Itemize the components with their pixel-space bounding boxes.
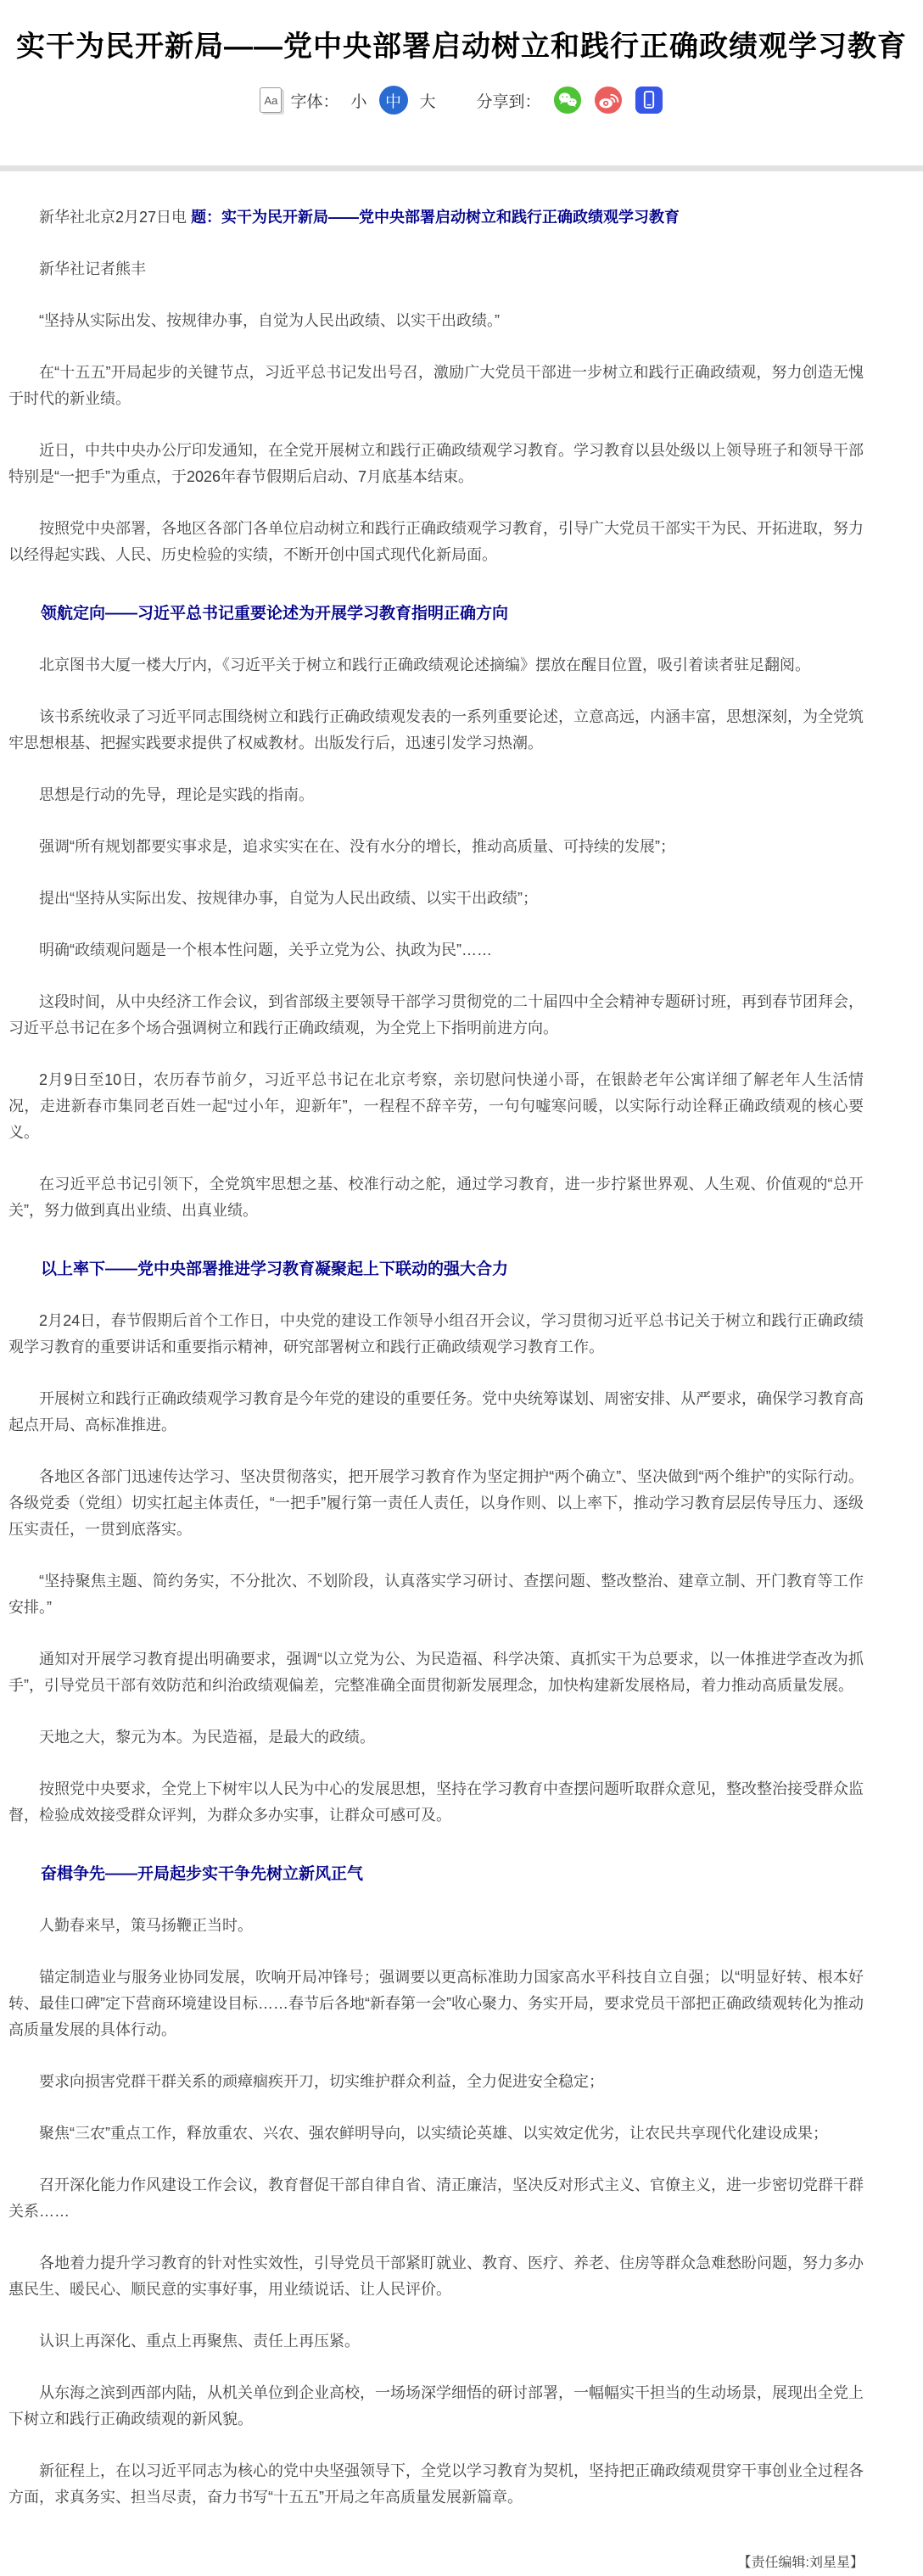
paragraph: 2月9日至10日，农历春节前夕，习近平总书记在北京考察，亲切慰问快递小哥，在银龄老年公寓详细了解老年人生活情况，走进新春市集同老百姓一起“过小年，迎新年”，一程程不辞辛劳，一句句嘘寒问暖，以实际行动诠释正确政绩观的核心要义。 — [8, 1071, 864, 1142]
paragraph: 通知对开展学习教育提出明确要求，强调“以立党为公、为民造福、科学决策、真抓实干为总要求，以一体推进学查改为抓手”，引导党员干部有效防范和纠治政绩观偏差，完整准确全面贯彻新发展理念，加快构建新发展格局，着力推动高质量发展。 — [8, 1651, 864, 1695]
paragraph: 新征程上，在以习近平同志为核心的党中央坚强领导下，全党以学习教育为契机，坚持把正确政绩观贯穿干事创业全过程各方面，求真务实、担当尽责，奋力书写“十五五”开局之年高质量发展新篇章。 — [8, 2462, 864, 2506]
mobile-share-icon[interactable] — [635, 86, 663, 115]
paragraph-list — [8, 308, 864, 2511]
paragraph: 在习近平总书记引领下，全党筑牢思想之基、校准行动之舵，通过学习教育，进一步拧紧世界观、人生观、价值观的“总开关”，努力做到真出业绩、出真业绩。 — [8, 1176, 864, 1220]
dateline: 新华社北京2月27日电 — [39, 209, 187, 226]
section-heading: 奋楫争先——开局起步实干争先树立新风正气 — [41, 1865, 364, 1884]
section-heading: 领航定向——习近平总书记重要论述为开展学习教育指明正确方向 — [41, 605, 509, 623]
paragraph: 召开深化能力作风建设工作会议，教育督促干部自律自省、清正廉洁，坚决反对形式主义、官僚主义，进一步密切党群干群关系…… — [8, 2176, 864, 2221]
paragraph: 天地之大，黎元为本。为民造福，是最大的政绩。 — [39, 1729, 375, 1746]
paragraph: 按照党中央要求，全党上下树牢以人民为中心的发展思想，坚持在学习教育中查摆问题听取群众意见，整改整治接受群众监督，检验成效接受群众评判，为群众多办实事，让群众可感可及。 — [8, 1780, 864, 1824]
paragraph: 思想是行动的先导，理论是实践的指南。 — [39, 786, 314, 804]
page-title: 实干为民开新局——党中央部署启动树立和践行正确政绩观学习教育 — [16, 30, 907, 63]
paragraph: 聚焦“三农”重点工作，释放重农、兴农、强农鲜明导向，以实绩论英雄、以实效定优劣，让农民共享现代化建设成果； — [39, 2125, 828, 2143]
article-toolbar — [0, 83, 923, 117]
section-heading: 以上率下——党中央部署推进学习教育凝聚起上下联动的强大合力 — [41, 1260, 509, 1279]
dateline-paragraph — [8, 204, 864, 231]
font-size-small-button[interactable]: 小 — [350, 92, 367, 111]
paragraph: “坚持从实际出发、按规律办事，自觉为人民出政绩、以实干出政绩。” — [39, 312, 500, 330]
paragraph: 在“十五五”开局起步的关键节点，习近平总书记发出号召，激励广大党员干部进一步树立和践行正确政绩观，努力创造无愧于时代的新业绩。 — [8, 364, 864, 408]
paragraph: 按照党中央部署，各地区各部门各单位启动树立和践行正确政绩观学习教育，引导广大党员干部实干为民、开拓进取，努力以经得起实践、人民、历史检验的实绩，不断开创中国式现代化新局面。 — [8, 520, 864, 564]
article-page — [0, 20, 923, 2571]
editor-credit: 【责任编辑:刘星星】 — [737, 2556, 864, 2571]
paragraph: 提出“坚持从实际出发、按规律办事，自觉为人民出政绩、以实干出政绩”； — [39, 890, 538, 908]
font-size-medium-button[interactable]: 中 — [379, 86, 408, 115]
paragraph: 各地着力提升学习教育的针对性实效性，引导党员干部紧盯就业、教育、医疗、养老、住房等群众急难愁盼问题，努力多办惠民生、暖民心、顺民意的实事好事，用业绩说话、让人民评价。 — [8, 2255, 864, 2299]
paragraph: 明确“政绩观问题是一个根本性问题，关乎立党为公、执政为民”…… — [39, 942, 492, 959]
article-headline: 题：实干为民开新局——党中央部署启动树立和践行正确政绩观学习教育 — [191, 209, 680, 226]
article-body — [0, 171, 923, 2576]
paragraph: 认识上再深化、重点上再聚焦、责任上再压紧。 — [39, 2333, 360, 2350]
paragraph: 北京图书大厦一楼大厅内，《习近平关于树立和践行正确政绩观论述摘编》摆放在醒目位置，吸引着读者驻足翻阅。 — [39, 657, 810, 674]
paragraph: 这段时间，从中央经济工作会议，到省部级主要领导干部学习贯彻党的二十届四中全会精神专题研讨班，再到春节团拜会，习近平总书记在多个场合强调树立和践行正确政绩观，为全党上下指明前进方向。 — [8, 993, 864, 1037]
paragraph: 要求向损害党群干群关系的顽瘴痼疾开刀，切实维护群众利益，全力促进安全稳定； — [39, 2073, 604, 2091]
share-to-label: 分享到： — [476, 92, 541, 111]
font-size-large-button[interactable]: 大 — [419, 92, 436, 111]
paragraph: 开展树立和践行正确政绩观学习教育是今年党的建设的重要任务。党中央统筹谋划、周密安排、从严要求，确保学习教育高起点开局、高标准推进。 — [8, 1390, 864, 1434]
section-divider — [0, 165, 923, 171]
paragraph: 近日，中共中央办公厅印发通知，在全党开展树立和践行正确政绩观学习教育。学习教育以县处级以上领导班子和领导干部特别是“一把手”为重点，于2026年春节假期后启动、7月底基本结束。 — [8, 442, 864, 486]
wechat-share-icon[interactable] — [553, 86, 582, 115]
paragraph: 该书系统收录了习近平同志围绕树立和践行正确政绩观发表的一系列重要论述，立意高远，内涵丰富，思想深刻，为全党筑牢思想根基、把握实践要求提供了权威教材。出版发行后，迅速引发学习热潮。 — [8, 708, 864, 752]
paragraph: 2月24日，春节假期后首个工作日，中央党的建设工作领导小组召开会议，学习贯彻习近平总书记关于树立和践行正确政绩观学习教育的重要讲话和重要指示精神，研究部署树立和践行正确政绩观学习教育工作。 — [8, 1312, 864, 1356]
paragraph: 人勤春来早，策马扬鞭正当时。 — [39, 1917, 253, 1935]
paragraph: 从东海之滨到西部内陆，从机关单位到企业高校，一场场深学细悟的研讨部署，一幅幅实干担当的生动场景，展现出全党上下树立和践行正确政绩观的新风貌。 — [8, 2384, 864, 2428]
paragraph: “坚持聚焦主题、简约务实，不分批次、不划阶段，认真落实学习研讨、查摆问题、整改整治、建章立制、开门教育等工作安排。” — [8, 1573, 864, 1617]
author-line: 新华社记者熊丰 — [39, 260, 146, 278]
paragraph: 各地区各部门迅速传达学习、坚决贯彻落实，把开展学习教育作为坚定拥护“两个确立”、坚决做到“两个维护”的实际行动。各级党委（党组）切实扛起主体责任，“一把手”履行第一责任人责任，以身作则、以上率下，推动学习教育层层传导压力、逐级压实责任，一贯到底落实。 — [8, 1468, 864, 1539]
font-size-icon: Aa — [260, 87, 282, 113]
paragraph: 强调“所有规划都要实事求是，追求实实在在、没有水分的增长，推动高质量、可持续的发展”； — [39, 838, 675, 856]
weibo-share-icon[interactable] — [594, 86, 623, 115]
paragraph: 锚定制造业与服务业协同发展，吹响开局冲锋号；强调要以更高标准助力国家高水平科技自立自强；以“明显好转、根本好转、最佳口碑”定下营商环境建设目标……春节后各地“新春第一会”收心聚力、务实开局，要求党员干部把正确政绩观转化为推动高质量发展的具体行动。 — [8, 1969, 864, 2039]
font-size-label: 字体： — [290, 92, 339, 111]
